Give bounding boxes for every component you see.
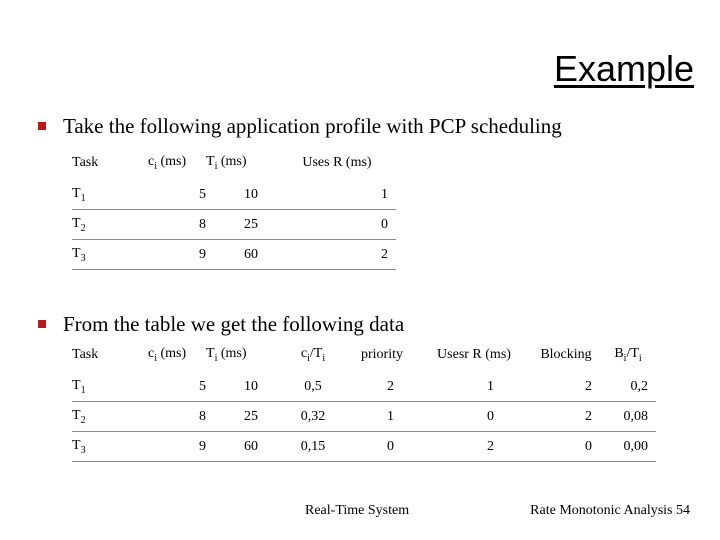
cell-ti: 25 — [206, 402, 278, 432]
cell-bi-ti: 0,2 — [600, 372, 656, 402]
cell-uses-r: 2 — [278, 240, 396, 270]
header-ci: $c_i$ (ms) — [148, 346, 187, 364]
bullet-data-text: From the table we get the following data — [63, 312, 405, 336]
cell-ci: 9 — [148, 240, 206, 270]
cell-ci: 8 — [148, 402, 206, 432]
header-task: Task — [72, 347, 99, 362]
header-ci-ti: $c_i/T_i$ — [300, 346, 326, 364]
bullet-square-icon — [38, 320, 46, 328]
cell-ci: 5 — [148, 180, 206, 210]
cell-task: $T_3$ — [72, 432, 148, 462]
cell-priority: 0 — [348, 432, 416, 462]
cell-uses-r: 1 — [416, 372, 532, 402]
cell-ci: 8 — [148, 210, 206, 240]
cell-bi-ti: 0,08 — [600, 402, 656, 432]
cell-task: $T_3$ — [72, 240, 148, 270]
header-uses-r: Usesr R (ms) — [437, 347, 511, 362]
table-row — [72, 402, 656, 432]
cell-blocking: 0 — [532, 432, 600, 462]
table-row — [72, 372, 656, 402]
cell-uses-r: 2 — [416, 432, 532, 462]
cell-task: $T_1$ — [72, 372, 148, 402]
table-header-row — [72, 146, 396, 180]
header-blocking: Blocking — [540, 347, 592, 362]
table-row — [72, 432, 656, 462]
header-ci: $c_i$ (ms) — [148, 154, 187, 172]
bullet-square-icon — [38, 122, 46, 130]
cell-uses-r: 1 — [278, 180, 396, 210]
cell-priority: 1 — [348, 402, 416, 432]
cell-task: $T_2$ — [72, 402, 148, 432]
header-priority: priority — [361, 347, 403, 362]
cell-ti: 10 — [206, 372, 278, 402]
cell-ti: 60 — [206, 240, 278, 270]
bullet-data — [38, 312, 404, 337]
cell-uses-r: 0 — [416, 402, 532, 432]
cell-ci: 9 — [148, 432, 206, 462]
cell-ci: 5 — [148, 372, 206, 402]
header-uses-r: Uses R (ms) — [302, 155, 372, 170]
cell-ti: 60 — [206, 432, 278, 462]
bullet-profile — [38, 114, 562, 139]
header-ti: $T_i$ (ms) — [206, 346, 247, 364]
cell-priority: 2 — [348, 372, 416, 402]
derived-table — [72, 338, 656, 462]
cell-task: $T_2$ — [72, 210, 148, 240]
header-bi-ti: $B_i/T_i$ — [614, 346, 642, 364]
table-header-row — [72, 338, 656, 372]
footer-page: Rate Monotonic Analysis 54 — [530, 503, 690, 518]
cell-bi-ti: 0,00 — [600, 432, 656, 462]
cell-blocking: 2 — [532, 402, 600, 432]
cell-task: $T_1$ — [72, 180, 148, 210]
cell-blocking: 2 — [532, 372, 600, 402]
slide-title: Example — [553, 48, 694, 89]
header-task: Task — [72, 155, 99, 170]
footer-course: Real-Time System — [305, 503, 410, 518]
cell-ci-ti: 0,15 — [278, 432, 348, 462]
table-row — [72, 210, 396, 240]
table-row — [72, 180, 396, 210]
cell-ci-ti: 0,32 — [278, 402, 348, 432]
cell-uses-r: 0 — [278, 210, 396, 240]
header-ti: $T_i$ (ms) — [206, 154, 247, 172]
cell-ti: 10 — [206, 180, 278, 210]
cell-ci-ti: 0,5 — [278, 372, 348, 402]
cell-ti: 25 — [206, 210, 278, 240]
bullet-profile-text: Take the following application profile with PCP scheduling — [63, 114, 562, 138]
profile-table — [72, 146, 396, 270]
table-row — [72, 240, 396, 270]
